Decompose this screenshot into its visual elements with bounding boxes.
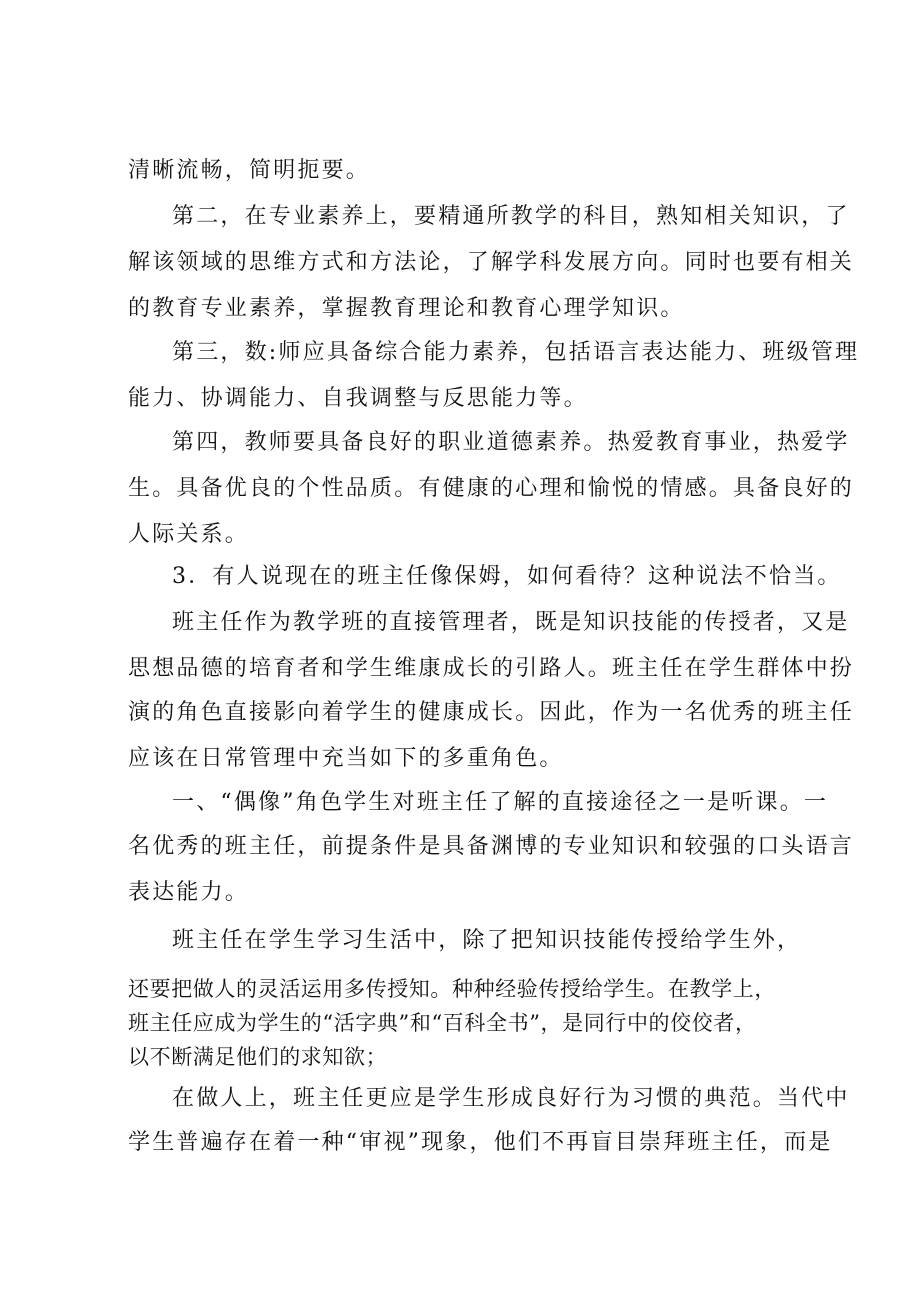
text-line-12: 思想品德的培育者和学生维康成长的引路人。班主任在学生群体中扮	[128, 656, 855, 681]
text-line-1: 清晰流畅，简明扼要。	[128, 158, 371, 183]
text-line-16: 名优秀的班主任，前提条件是具备渊博的专业知识和较强的口头语言	[128, 834, 855, 859]
text-line-11: 班主任作为教学班的直接管理者，既是知识技能的传授者，又是	[172, 610, 850, 635]
text-line-21: 以不断满足他们的求知欲；	[128, 1045, 388, 1069]
text-line-15: 一、“偶像”角色学生对班主任了解的直接途径之一是听课。一	[172, 790, 829, 815]
text-line-3: 解该领域的思维方式和方法论，了解学科发展方向。同时也要有相关	[128, 250, 855, 275]
text-line-5: 第三，数:师应具备综合能力素养，包括语言表达能力、班级管理	[172, 340, 860, 365]
text-line-20: 班主任应成为学生的“活字典”和“百科全书”，是同行中的佼佼者，	[128, 1011, 757, 1035]
text-line-22: 在做人上，班主任更应是学生形成良好行为习惯的典范。当代中	[172, 1086, 850, 1111]
text-line-10: 3．有人说现在的班主任像保姆，如何看待？这种说法不恰当。	[172, 564, 842, 589]
text-line-13: 演的角色直接影向着学生的健康成长。因此，作为一名优秀的班主任	[128, 700, 855, 725]
text-line-14: 应该在日常管理中充当如下的多重角色。	[128, 746, 564, 771]
text-line-2: 第二，在专业素养上，要精通所教学的科目，熟知相关知识，了	[172, 204, 850, 229]
text-line-18: 班主任在学生学习生活中，除了把知识技能传授给学生外，	[172, 928, 802, 953]
text-line-7: 第四，教师要具备良好的职业道德素养。热爱教育事业，热爱学	[172, 430, 850, 455]
text-line-17: 表达能力。	[128, 880, 250, 905]
text-line-9: 人际关系。	[128, 522, 250, 547]
text-line-6: 能力、协调能力、自我调整与反思能力等。	[128, 386, 588, 411]
text-line-19: 还要把做人的灵活运用多传授知。种种经验传授给学生。在教学上，	[128, 977, 776, 1001]
text-line-8: 生。具备优良的个性品质。有健康的心理和愉悦的情感。具备良好的	[128, 476, 855, 501]
text-line-23: 学生普遍存在着一种“审视”现象，他们不再盲目崇拜班主任，而是	[128, 1130, 833, 1155]
text-line-4: 的教育专业素养，掌握教育理论和教育心理学知识。	[128, 296, 685, 321]
